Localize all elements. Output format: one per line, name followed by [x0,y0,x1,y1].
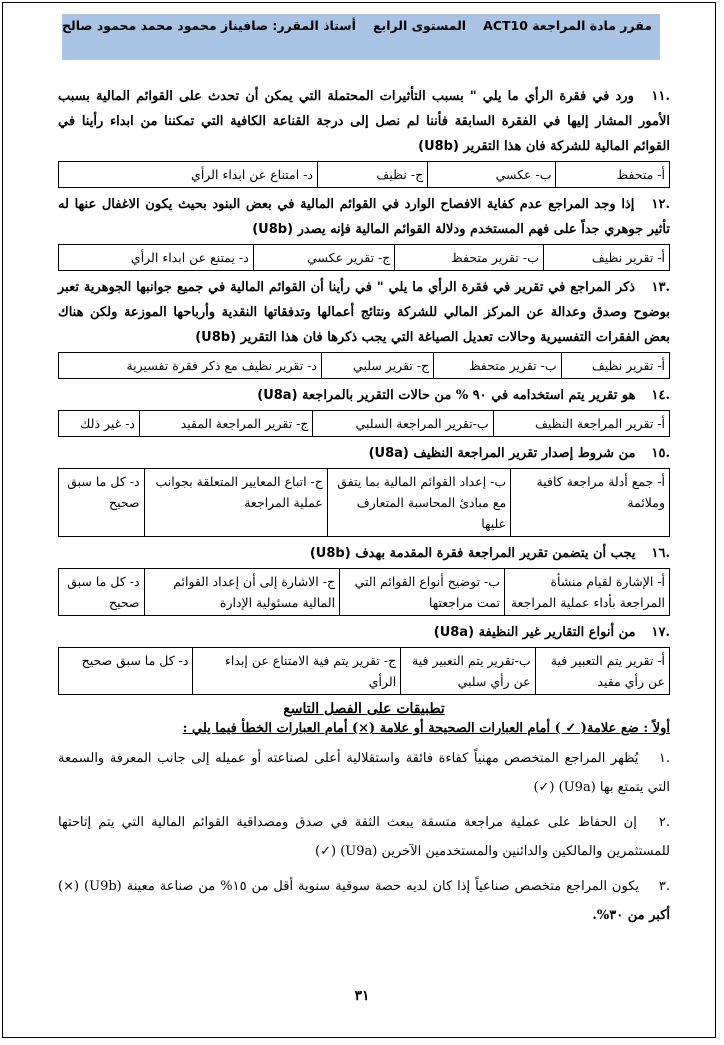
statement-number: .٣ [658,879,670,894]
statement-number: .٢ [658,815,670,830]
question-code: (U8a) [368,446,409,461]
option-d: د- كل ما سبق صحيح [59,569,145,616]
option-d: د- كل ما سبق صحيح [59,469,145,537]
answer-mark: (✓) [315,844,337,859]
option-a: أ- متحفظ [556,162,670,188]
options-table-12 [58,244,670,271]
question-code: (U8b) [418,139,459,154]
option-b: ب-تقرير يتم التعبير فية عن رأي سلبي [401,648,535,695]
question-text: هو تقرير يتم استخدامه في ٩٠ % من حالات التقرير بالمراجعة [302,388,636,403]
statement-text: إن الحفاظ على عملية مراجعة متسقة يبعث الثقة في صدق ومصداقية القوائم المالية التي يتم إتاحتها للمستثمرين والمالكين والدائنين والمستخدمين الآخرين [58,815,670,859]
option-c: ج- تقرير سلبي [321,353,433,379]
option-d: د- يمتنع عن ابداء الرأي [59,245,254,271]
option-b: ب- إعداد القوائم المالية بما يتفق مع مبادئ المحاسبة المتعارف عليها [327,469,510,537]
option-a: أ- تقرير نظيف [543,245,669,271]
option-c: ج- نظيف [317,162,427,188]
question-11 [58,84,670,159]
statement-2 [58,808,670,866]
question-number: .١٥ [651,446,670,461]
answer-mark: (✓) [533,780,555,795]
question-13 [58,275,670,350]
question-code: (U8a) [433,625,475,640]
course-level: المستوى الرابع [372,18,467,33]
statement-correction: أكبر من ٣٠%. [592,908,670,923]
instruction: أولاً : ضع علامة( ✓ ) أمام العبارات الصحيحة أو علامة (×) أمام العبارات الخطأ فيما يلي : [182,721,670,736]
options-table-14 [58,410,670,437]
statement-number: .١ [658,751,670,766]
option-c: ج- اتباع المعايير المتعلقة بجوانب عملية المراجعة [144,469,327,537]
option-b: ب- توضيح أنواع القوائم التي تمت مراجعتها [340,569,505,616]
answer-mark: (×) [58,879,80,894]
question-number: .١١ [651,89,670,104]
option-c: ج- تقرير المراجعة المقيد [140,411,313,437]
question-code: (U8a) [257,388,298,403]
question-12 [58,192,670,242]
question-text: من شروط إصدار تقرير المراجعة النظيف [413,446,636,461]
question-number: .١٧ [651,625,670,640]
option-a: أ- تقرير يتم التعبير فية عن رأي مقيد [535,648,669,695]
option-d: د- كل ما سبق صحيح [59,648,193,695]
statement-code: (U9a) [558,780,596,795]
option-c: ج- الاشارة إلى أن إعداد القوائم المالية مسئولية الإدارة [144,569,340,616]
option-b: ب- عكسي [428,162,556,188]
question-number: .١٣ [651,280,671,295]
section-title: تطبيقات على الفصل التاسع [283,701,445,717]
statement-text: يكون المراجع متخصص صناعياً إذا كان لديه حصة سوقية سنوية أقل من ١٥% من صناعة معينة [126,879,639,894]
option-a: أ- تقرير المراجعة النظيف [493,411,669,437]
statement-text: يُظهر المراجع المتخصص مهنياً كفاءة فائقة واستقلالية أعلى لصناعته أو عميله إلى جانب المعرفة والسمعة التي يتمتع بها [58,751,670,795]
question-15 [58,441,670,466]
course-instructor: أستاذ المقرر: صافيناز محمود محمد محمود صالح [62,18,356,33]
options-table-13 [58,352,670,379]
option-d: د- تقرير نظيف مع ذكر فقرة تفسيرية [59,353,322,379]
option-d: د- غير ذلك [59,411,140,437]
course-title: مقرر مادة المراجعة ACT10 [483,18,652,33]
options-table-17 [58,647,670,695]
option-a: أ- جمع أدلة مراجعة كافية وملائمة [511,469,670,537]
statement-1 [58,744,670,802]
option-a: أ- تقرير نظيف [561,353,669,379]
option-d: د- امتناع عن ابداء الرأي [59,162,318,188]
question-text: ذكر المراجع في تقرير في فقرة الرأي ما يلي " في رأينا أن القوائم المالية في جميع جوانبها الجوهرية تعبر بوضوح وصدق وعدالة عن المركز المالي للشركة ونتائج أعمالها وتدفقاتها النقدية وأرباحها الموزعة ولكن هناك بعض الفقرات التفسيرية وحالات تعديل الصياغة التي يجب ذكرها فان هذا التقرير [58,280,670,345]
question-number: .١٢ [651,197,671,212]
statement-code: (U9b) [84,879,122,894]
question-text: إذا وجد المراجع عدم كفاية الافصاح الوارد في القوائم المالية في بعض البنود بحيث يكون الاغفال عنها له تأثير جوهري جداً على فهم المستخدم ودلالة القوائم المالية فإنه يصدر [58,197,670,237]
question-code: (U8b) [309,546,351,561]
options-table-11 [58,161,670,188]
option-b: ب- تقرير متحفظ [434,353,562,379]
question-14 [58,383,670,408]
statement-code: (U9a) [340,844,378,859]
option-c: ج- تقرير يتم فية الامتناع عن إبداء الرأي [193,648,401,695]
question-number: .١٤ [651,388,670,403]
option-b: ب- تقرير متحفظ [395,245,544,271]
question-17 [58,620,670,645]
page-number: ٣١ [354,988,370,1004]
question-text: ورد في فقرة الرأي ما يلي " بسبب التأثيرات المحتملة التي يمكن أن تحدث على القوائم المالية بسبب الأمور المشار إليها في الفقرة السابقة فأننا لم نصل إلى درجة القناعة الكافية التي تمكننا من ابداء رأينا في القوائم المالية للشركة فان هذا التقرير [58,89,670,154]
option-a: أ- الإشارة لقيام منشأة المراجعة بأداء عملية المراجعة [505,569,670,616]
option-c: ج- تقرير عكسي [253,245,395,271]
question-text: يجب أن يتضمن تقرير المراجعة فقرة المقدمة بهدف [355,546,636,561]
question-text: من أنواع التقارير غير النظيفة [478,625,636,640]
question-16 [58,541,670,566]
options-table-15 [58,468,670,537]
options-table-16 [58,568,670,616]
question-code: (U8b) [195,330,237,345]
question-number: .١٦ [651,546,670,561]
page-header [62,18,652,33]
question-code: (U8b) [252,222,294,237]
statement-3 [58,872,670,930]
option-b: ب-تقرير المراجعة السلبي [313,411,493,437]
page-content [58,84,670,936]
